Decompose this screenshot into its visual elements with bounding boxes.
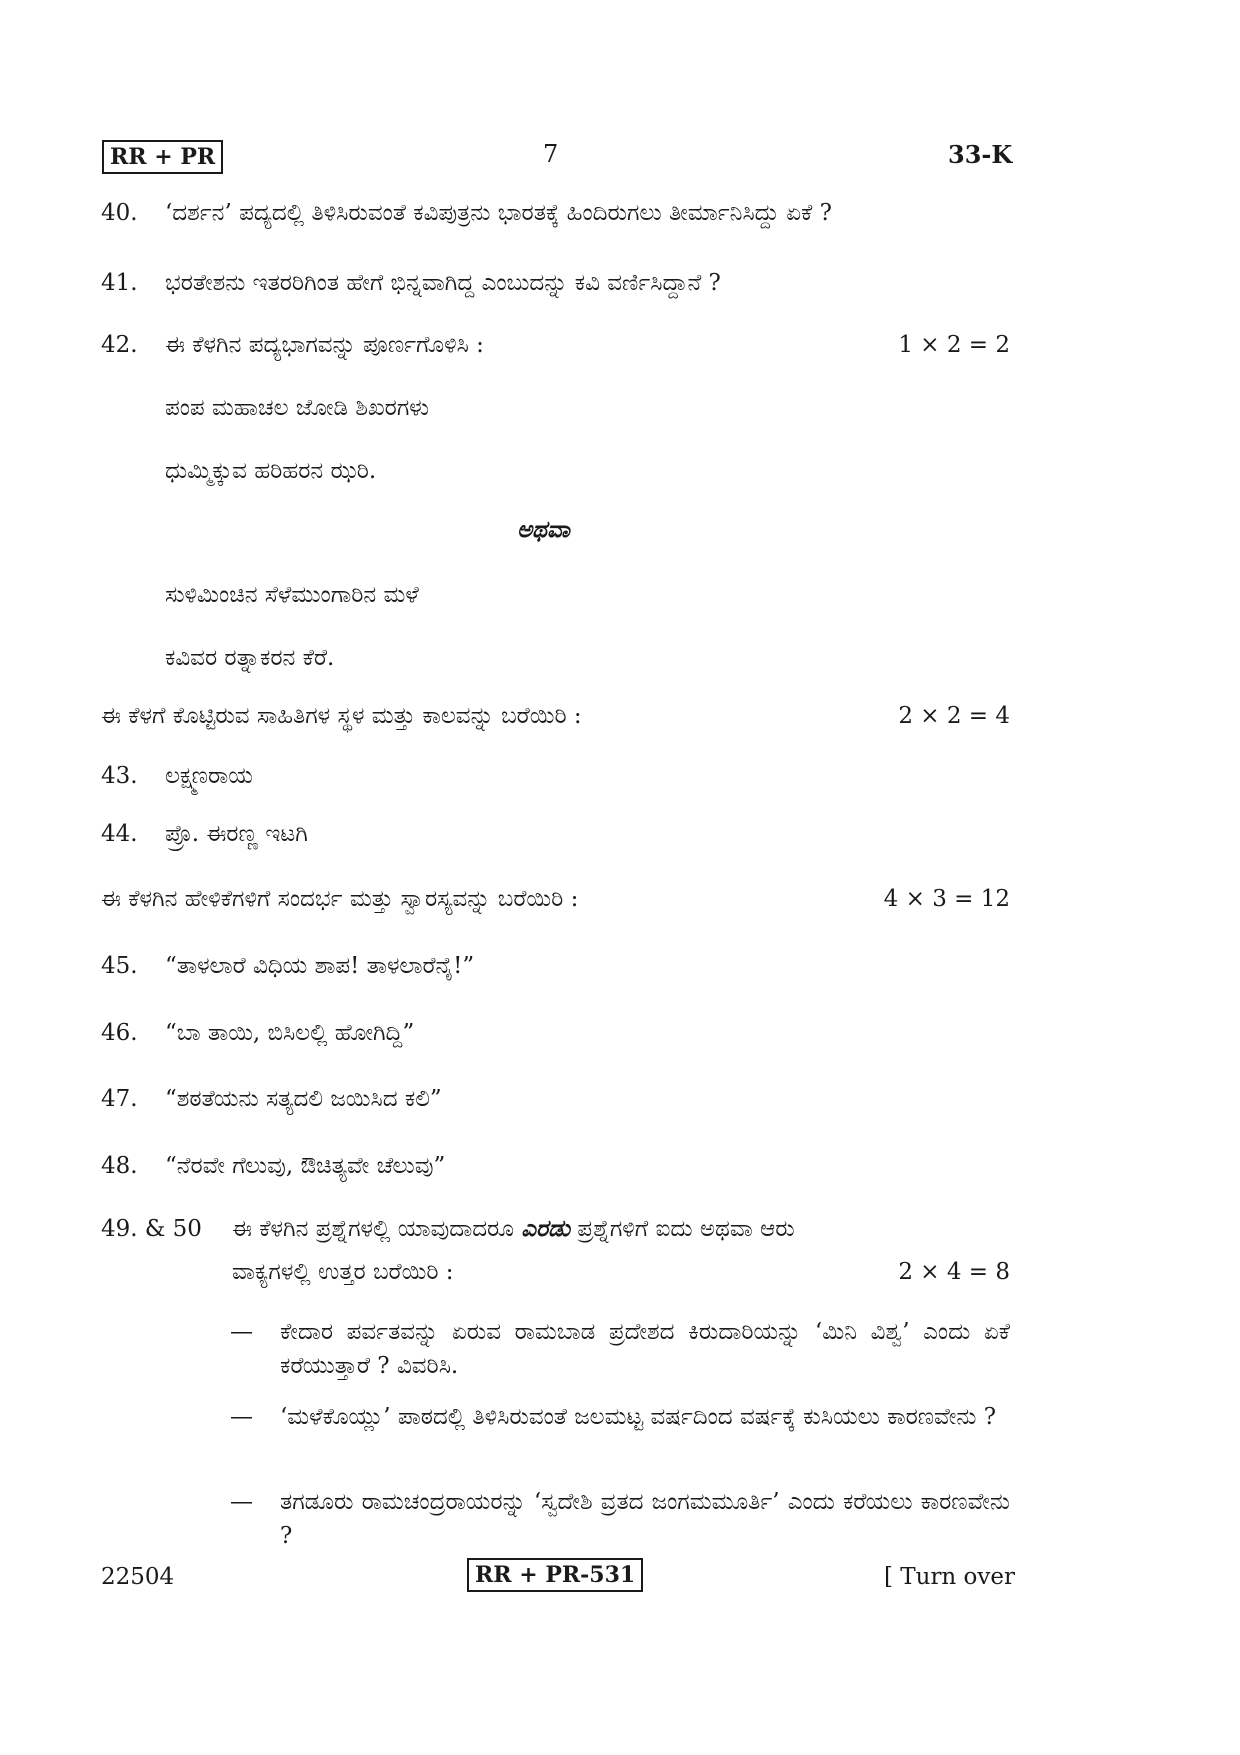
verse-line: ಪಂಪ ಮಹಾಚಲ ಜೋಡಿ ಶಿಖರಗಳು (165, 395, 430, 421)
question-text: “ಶಠತೆಯನು ಸತ್ಯದಲಿ ಜಯಿಸಿದ ಕಲಿ” (165, 1086, 442, 1112)
verse-line: ಕವಿವರ ರತ್ನಾಕರನ ಕೆರೆ. (165, 645, 335, 671)
verse-line: ಸುಳಿಮಿಂಚಿನ ಸೆಳೆಮುಂಗಾರಿನ ಮಳೆ (165, 582, 419, 608)
question-number: 43. (101, 763, 138, 789)
question-number: 48. (101, 1153, 138, 1179)
question-text: ಪ್ರೊ. ಈರಣ್ಣ ಇಟಗಿ (165, 821, 308, 847)
marks: 4 × 3 = 12 (883, 886, 1010, 912)
question-text-part: ಈ ಕೆಳಗಿನ ಪ್ರಶ್ನೆಗಳಲ್ಲಿ ಯಾವುದಾದರೂ (232, 1216, 522, 1242)
question-text: ಲಕ್ಷ್ಮಣರಾಯ (165, 763, 253, 789)
paper-code: 33-K (948, 140, 1013, 169)
question-text-line2: ವಾಕ್ಯಗಳಲ್ಲಿ ಉತ್ತರ ಬರೆಯಿರಿ : (232, 1259, 454, 1285)
question-number: 49. & 50 (101, 1216, 202, 1242)
question-text: “ತಾಳಲಾರೆ ವಿಧಿಯ ಶಾಪ! ತಾಳಲಾರೆನೈ!” (165, 953, 475, 979)
question-text-part: ಪ್ರಶ್ನೆಗಳಿಗೆ ಐದು ಅಥವಾ ಆರು (570, 1216, 795, 1242)
turn-over-label: [ Turn over (884, 1564, 1016, 1590)
question-text: “ಬಾ ತಾಯಿ, ಬಿಸಿಲಲ್ಲಿ ಹೋಗಿದ್ದಿ” (165, 1020, 415, 1046)
sub-question: ಕೇದಾರ ಪರ್ವತವನ್ನು ಏರುವ ರಾಮಬಾಡ ಪ್ರದೇಶದ ಕಿರುದಾರಿಯನ್ನು ‘ಮಿನಿ ವಿಶ್ವ’ ಎಂದು ಏಕೆ ಕರೆಯುತ್ತಾರೆ ? ವಿವರಿಸಿ. (280, 1319, 1010, 1379)
question-text: ‘ದರ್ಶನ’ ಪದ್ಯದಲ್ಲಿ ತಿಳಿಸಿರುವಂತೆ ಕವಿಪುತ್ರನು ಭಾರತಕ್ಕೆ ಹಿಂದಿರುಗಲು ತೀರ್ಮಾನಿಸಿದ್ದು ಏಕೆ ? (165, 200, 832, 226)
emphasis-word: ಎರಡು (521, 1215, 571, 1242)
question-text: ಈ ಕೆಳಗಿನ ಪದ್ಯಭಾಗವನ್ನು ಪೂರ್ಣಗೊಳಿಸಿ : (165, 332, 484, 358)
verse-line: ಧುಮ್ಮಿಕ್ಕುವ ಹರಿಹರನ ಝರಿ. (165, 458, 377, 484)
series-code-box: RR + PR (102, 140, 223, 174)
question-number: 42. (101, 332, 138, 358)
question-number: 46. (101, 1020, 138, 1046)
footer-code: 22504 (101, 1564, 175, 1590)
section-instruction: ಈ ಕೆಳಗಿನ ಹೇಳಿಕೆಗಳಿಗೆ ಸಂದರ್ಭ ಮತ್ತು ಸ್ವಾರಸ್ಯವನ್ನು ಬರೆಯಿರಿ : (101, 886, 579, 912)
dash-bullet: — (230, 1404, 253, 1430)
question-number: 40. (101, 200, 138, 226)
or-separator: ಅಥವಾ (517, 516, 570, 543)
footer-series-box: RR + PR-531 (467, 1558, 643, 1592)
question-text: ಭರತೇಶನು ಇತರರಿಗಿಂತ ಹೇಗೆ ಭಿನ್ನವಾಗಿದ್ದ ಎಂಬುದನ್ನು ಕವಿ ವರ್ಣಿಸಿದ್ದಾನೆ ? (165, 270, 721, 296)
question-number: 45. (101, 953, 138, 979)
question-text (232, 1214, 795, 1244)
sub-question: ತಗಡೂರು ರಾಮಚಂದ್ರರಾಯರನ್ನು ‘ಸ್ವದೇಶಿ ವ್ರತದ ಜಂಗಮಮೂರ್ತಿ’ ಎಂದು ಕರೆಯಲು ಕಾರಣವೇನು ? (280, 1489, 1010, 1549)
dash-bullet: — (230, 1319, 253, 1345)
marks: 2 × 4 = 8 (898, 1259, 1010, 1285)
sub-question: ‘ಮಳೆಕೊಯ್ಲು’ ಪಾಠದಲ್ಲಿ ತಿಳಿಸಿರುವಂತೆ ಜಲಮಟ್ಟ ವರ್ಷದಿಂದ ವರ್ಷಕ್ಕೆ ಕುಸಿಯಲು ಕಾರಣವೇನು ? (280, 1404, 997, 1430)
page-number: 7 (543, 140, 559, 168)
marks: 1 × 2 = 2 (898, 332, 1010, 358)
question-text: “ನೆರವೇ ಗೆಲುವು, ಔಚಿತ್ಯವೇ ಚೆಲುವು” (165, 1153, 446, 1179)
dash-bullet: — (230, 1489, 253, 1515)
question-number: 47. (101, 1086, 138, 1112)
section-instruction: ಈ ಕೆಳಗೆ ಕೊಟ್ಟಿರುವ ಸಾಹಿತಿಗಳ ಸ್ಥಳ ಮತ್ತು ಕಾಲವನ್ನು ಬರೆಯಿರಿ : (101, 703, 582, 729)
question-number: 44. (101, 821, 138, 847)
question-number: 41. (101, 270, 138, 296)
marks: 2 × 2 = 4 (898, 703, 1010, 729)
